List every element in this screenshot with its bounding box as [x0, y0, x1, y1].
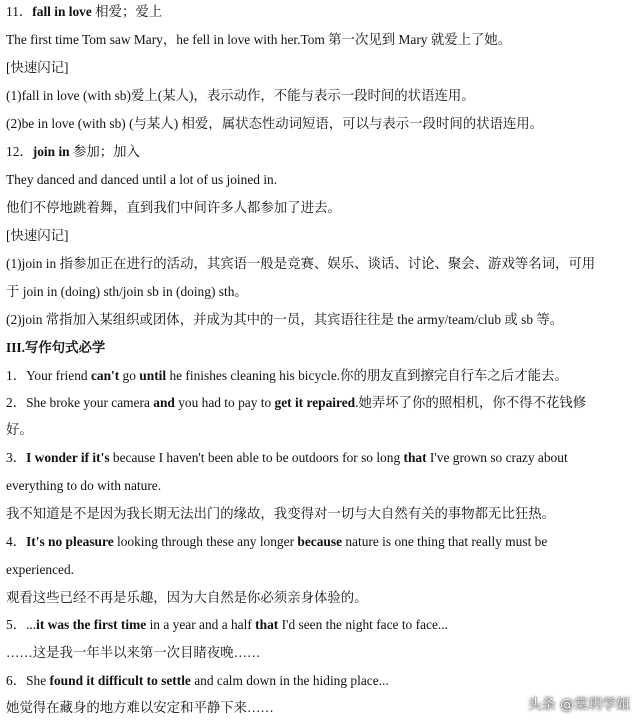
keyword: It's no pleasure [26, 534, 114, 549]
bubble-icon [508, 694, 524, 714]
keyword: that [255, 617, 279, 632]
item-12-tip-label: [快速闪记] [6, 228, 69, 243]
item-12-tip-1a: (1)join in 指参加正在进行的活动，其宾语一般是竞赛、娱乐、谈话、讨论、聚会、游戏等名词，可用 [6, 256, 596, 271]
text: .她弄坏了你的照相机，你不得不花钱修 [355, 395, 587, 410]
keyword: I wonder if it's [26, 450, 110, 465]
item-12-heading [6, 142, 634, 162]
text: because I haven't been able to be outdoors for so long [109, 450, 404, 465]
item-number: 12． [6, 144, 33, 159]
sentence-6-cn: 她觉得在藏身的地方难以安定和平静下来…… [6, 700, 274, 715]
text: 3． [6, 450, 27, 465]
text: and calm down in the hiding place... [190, 673, 389, 688]
sentence-5 [6, 615, 634, 635]
sentence-4-cont: experienced. [6, 562, 75, 577]
sentence-6 [6, 671, 634, 691]
sentence-3-cn: 我不知道是不是因为我长期无法出门的缘故，我变得对一切与大自然有关的事物都无比狂热。 [6, 506, 556, 521]
text: he finishes cleaning his bicycle.你的朋友直到擦完自行车之后才能去。 [166, 368, 568, 383]
keyword: that [403, 450, 427, 465]
watermark-text: 头条 @棠玥学姐 [527, 697, 630, 713]
text: nature is one thing that really must be [342, 534, 548, 549]
item-11-example: The first time Tom saw Mary，he fell in love with her.Tom 第一次见到 Mary 就爱上了她。 [6, 32, 512, 47]
sentence-1 [6, 366, 634, 386]
text: go [119, 368, 140, 383]
item-12-tip-2: (2)join 常指加入某组织或团体，并成为其中的一员，其宾语往往是 the army/team/club 或 sb 等。 [6, 312, 564, 327]
phrase: join in [32, 144, 70, 159]
keyword: and [153, 395, 175, 410]
sentence-3-cont: everything to do with nature. [6, 478, 162, 493]
sentence-4-cn: 观看这些已经不再是乐趣，因为大自然是你必须亲身体验的。 [6, 590, 368, 605]
keyword: because [297, 534, 343, 549]
item-11-tip-2: (2)be in love (with sb) (与某人) 相爱，属状态性动词短语，可以与表示一段时间的状语连用。 [6, 116, 544, 131]
item-12-tip-1b: 于 join in (doing) sth/join sb in (doing) sth。 [6, 284, 248, 299]
item-11-tip-label: [快速闪记] [6, 60, 69, 75]
item-11-heading [6, 2, 634, 22]
item-12-example-cn: 他们不停地跳着舞，直到我们中间许多人都参加了进去。 [6, 200, 341, 215]
watermark [508, 693, 630, 715]
text: you had to pay to [174, 395, 275, 410]
item-11-tip-1: (1)fall in love (with sb)爱上(某人)，表示动作，不能与表示一段时间的状语连用。 [6, 88, 475, 103]
keyword: it was the first time [36, 617, 147, 632]
text: 1．Your friend [6, 368, 91, 383]
phrase-meaning: 参加；加入 [72, 144, 140, 159]
sentence-5-cn: ……这是我一年半以来第一次目睹夜晚…… [6, 645, 261, 660]
text: 6．She [6, 673, 50, 688]
sentence-3 [6, 448, 634, 468]
text: I've grown so crazy about [426, 450, 568, 465]
sentence-2-cont: 好。 [6, 422, 33, 437]
text: 5．... [6, 617, 37, 632]
sentence-2 [6, 393, 634, 413]
text: 4． [6, 534, 27, 549]
section-heading: III.写作句式必学 [6, 340, 106, 355]
item-number: 11． [6, 4, 33, 19]
keyword: until [139, 368, 167, 383]
text: looking through these any longer [113, 534, 298, 549]
keyword: get it repaired [274, 395, 356, 410]
text: in a year and a half [146, 617, 256, 632]
text: 2．She broke your camera [6, 395, 154, 410]
phrase: fall in love [32, 4, 92, 19]
phrase-meaning: 相爱；爱上 [95, 4, 163, 19]
sentence-4 [6, 532, 634, 552]
item-12-example-en: They danced and danced until a lot of us joined in. [6, 172, 278, 187]
keyword: found it difficult to settle [49, 673, 191, 688]
keyword: can't [90, 368, 120, 383]
text: I'd seen the night face to face... [278, 617, 448, 632]
